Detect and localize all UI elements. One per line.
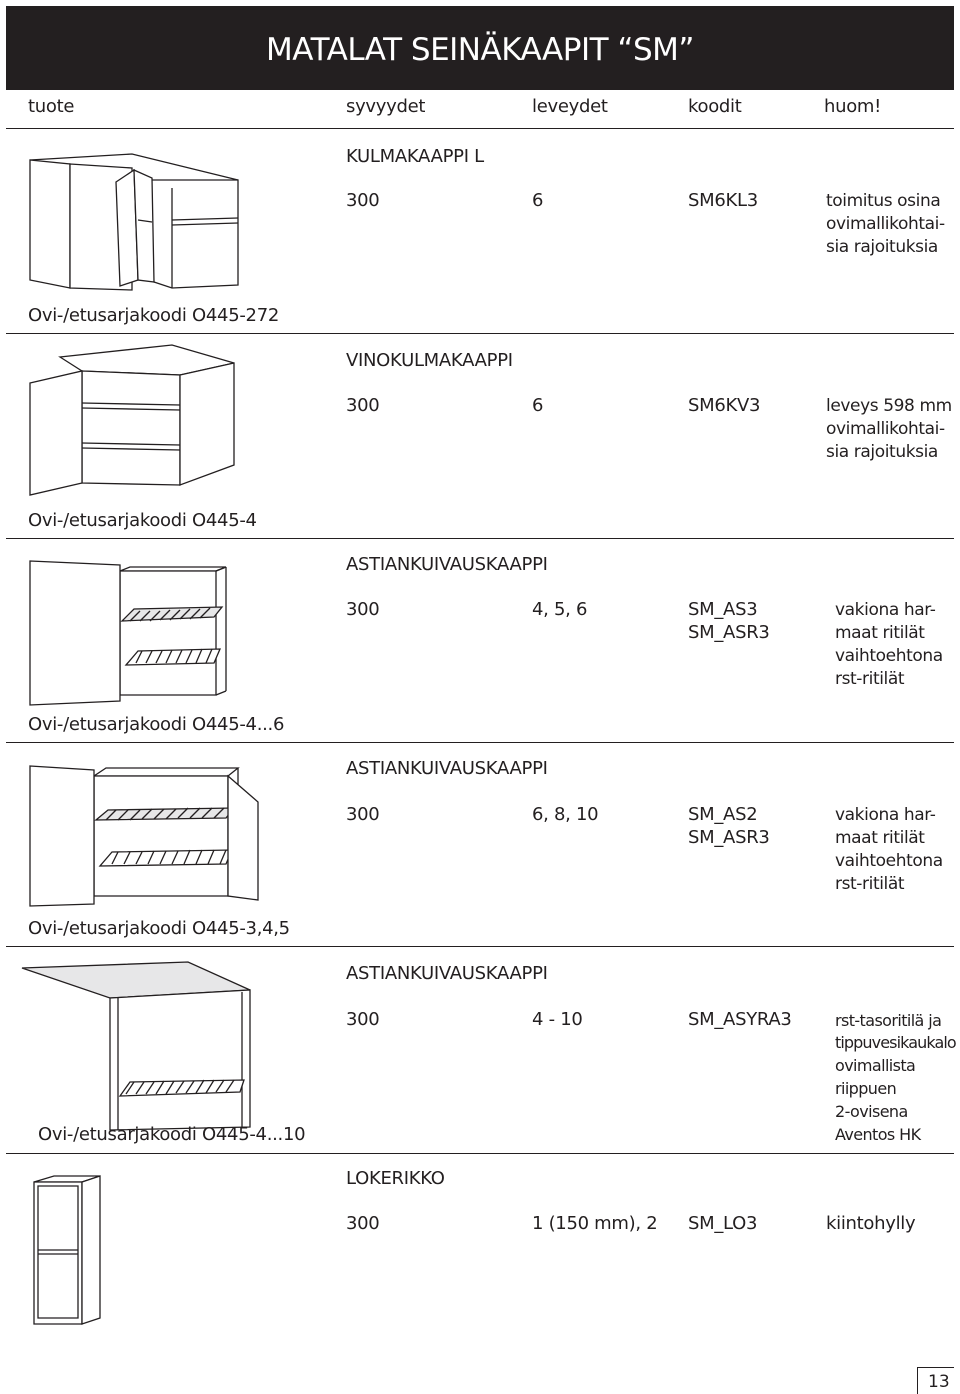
product-name: ASTIANKUIVAUSKAAPPI [346,963,548,984]
note-line: Aventos HK [835,1125,921,1144]
product-name: KULMAKAAPPI L [346,146,484,167]
note-line: ovimallikohtai- [826,214,945,234]
corner-cabinet-l-icon [22,150,252,300]
note-line: riippuen [835,1079,897,1098]
door-code: Ovi-/etusarjakoodi O445-3,4,5 [28,918,290,939]
product-code: SM_ASR3 [688,622,770,643]
diagonal-corner-cabinet-icon [22,345,252,495]
note-line: sia rajoituksia [826,442,938,462]
row-divider [6,333,954,334]
title-bar [6,6,954,90]
widths-value: 6 [532,395,544,416]
note-line: leveys 598 mm [826,396,952,416]
dish-drying-cabinet-lift-door-icon [18,962,258,1132]
row-divider [6,946,954,947]
column-header-koodit: koodit [688,96,742,117]
header-divider [6,128,954,129]
product-name: ASTIANKUIVAUSKAAPPI [346,554,548,575]
note-line: vakiona har- [835,600,936,620]
note-line: kiintohylly [826,1213,916,1234]
door-code: Ovi-/etusarjakoodi O445-4...10 [38,1124,306,1145]
product-code: SM_LO3 [688,1213,758,1234]
door-code: Ovi-/etusarjakoodi O445-272 [28,305,279,326]
column-header-huom: huom! [824,96,882,117]
product-name: LOKERIKKO [346,1168,445,1189]
row-divider [6,1153,954,1154]
widths-value: 6 [532,190,544,211]
column-header-syvyydet: syvyydet [346,96,426,117]
product-code: SM6KL3 [688,190,758,211]
product-name: VINOKULMAKAAPPI [346,350,513,371]
product-code: SM_AS2 [688,804,758,825]
note-line: toimitus osina [826,191,941,211]
dish-drying-cabinet-double-door-icon [22,758,262,908]
note-line: maat ritilät [835,828,925,848]
note-line: ovimallista [835,1056,916,1075]
note-line: rst-ritilät [835,669,905,689]
product-code: SM6KV3 [688,395,761,416]
note-line: tippuvesikaukalo [835,1033,956,1052]
row-divider [6,742,954,743]
product-code: SM_ASR3 [688,827,770,848]
note-line: 2-ovisena [835,1102,908,1121]
door-code: Ovi-/etusarjakoodi O445-4...6 [28,714,285,735]
column-header-tuote: tuote [28,96,75,117]
note-line: maat ritilät [835,623,925,643]
product-code: SM_AS3 [688,599,758,620]
widths-value: 4, 5, 6 [532,599,588,620]
dish-drying-cabinet-single-door-icon [22,555,252,705]
depth-value: 300 [346,1213,380,1234]
widths-value: 4 - 10 [532,1009,583,1030]
note-line: vakiona har- [835,805,936,825]
door-code: Ovi-/etusarjakoodi O445-4 [28,510,257,531]
widths-value: 1 (150 mm), 2 [532,1213,658,1234]
widths-value: 6, 8, 10 [532,804,599,825]
column-header-leveydet: leveydet [532,96,608,117]
note-line: rst-ritilät [835,874,905,894]
note-line: vaihtoehtona [835,646,943,666]
depth-value: 300 [346,599,380,620]
note-line: sia rajoituksia [826,237,938,257]
page-title: MATALAT SEINÄKAAPIT “SM” [266,32,694,68]
product-code: SM_ASYRA3 [688,1009,792,1030]
depth-value: 300 [346,395,380,416]
row-divider [6,538,954,539]
note-line: ovimallikohtai- [826,419,945,439]
depth-value: 300 [346,1009,380,1030]
depth-value: 300 [346,804,380,825]
open-shelf-unit-icon [26,1172,116,1332]
depth-value: 300 [346,190,380,211]
product-name: ASTIANKUIVAUSKAAPPI [346,758,548,779]
note-line: rst-tasoritilä ja [835,1011,942,1030]
note-line: vaihtoehtona [835,851,943,871]
page-number: 13 [928,1372,950,1392]
